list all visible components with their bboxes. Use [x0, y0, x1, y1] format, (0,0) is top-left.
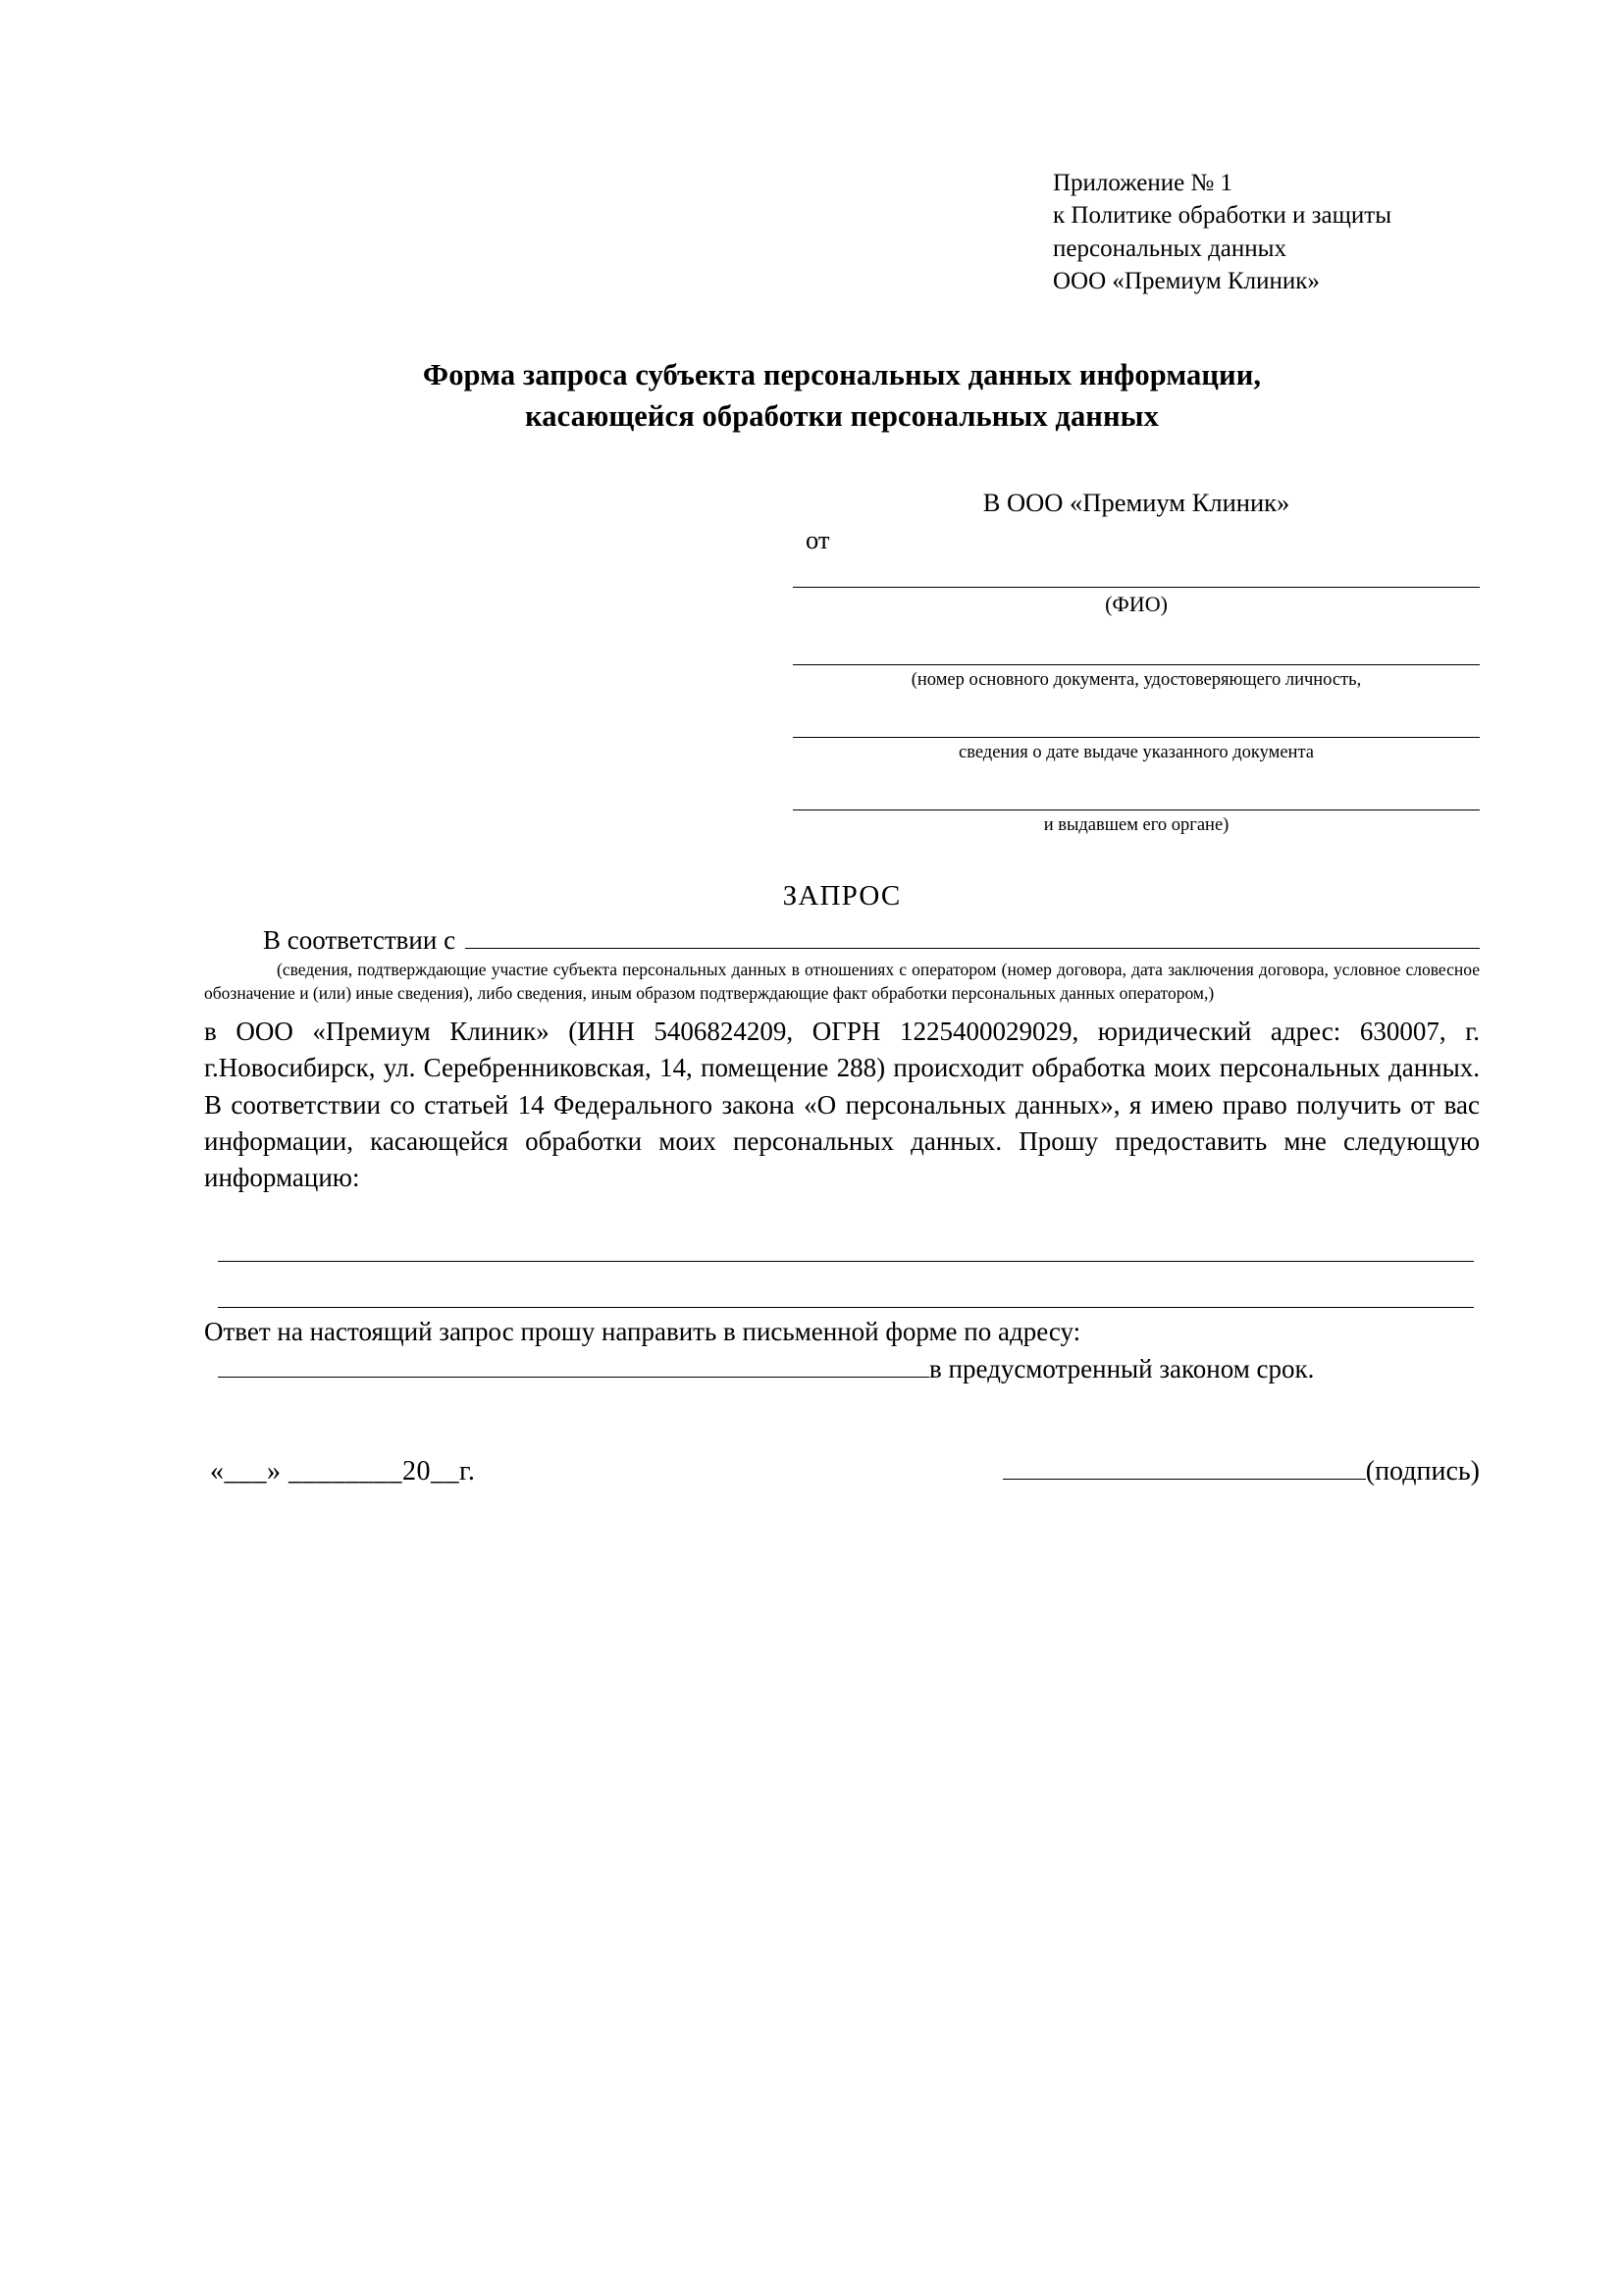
page-title-line-1: Форма запроса субъекта персональных данных информации, [422, 358, 1262, 391]
accordance-input-line[interactable] [465, 924, 1480, 949]
signature-row [204, 1455, 1480, 1487]
page-title [204, 354, 1480, 437]
appendix-reference-block [1053, 167, 1480, 297]
signature-label: (подпись) [1365, 1455, 1480, 1487]
appendix-line-3: персональных данных [1053, 235, 1286, 262]
page-title-line-2: касающейся обработки персональных данных [525, 399, 1159, 434]
answer-address-line [204, 1353, 1480, 1384]
document-date-field-group [793, 711, 1480, 764]
document-date-input-line[interactable] [793, 711, 1480, 738]
fio-caption: (ФИО) [1105, 592, 1168, 617]
answer-tail-text: в предусмотренный законом срок. [929, 1353, 1315, 1383]
date-placeholder[interactable]: «___» ________20__г. [210, 1455, 476, 1487]
fio-field-group [793, 561, 1480, 619]
spacer-3 [793, 764, 1480, 778]
document-number-field-group [793, 639, 1480, 692]
document-issuer-input-line[interactable] [793, 784, 1480, 810]
appendix-line-2: к Политике обработки и защиты [1053, 202, 1392, 230]
signature-input-line[interactable] [1003, 1455, 1366, 1480]
document-issuer-caption: и выдавшем его органе) [1043, 814, 1230, 835]
addressee-organization: В ООО «Премиум Клиник» [982, 488, 1290, 518]
spacer-2 [793, 692, 1480, 705]
accordance-note [204, 959, 1480, 1005]
request-heading: ЗАПРОС [782, 879, 902, 912]
body-paragraph: в ООО «Премиум Клиник» (ИНН 5406824209, ОГРН 1225400029029, юридический адрес: 630007, г. г.Новосибирск, ул. Серебренниковская, 14, помещение 288) происходит обработка моих персональных данных. В соответствии со статьей 14 Федерального закона «О персональных данных», я имею право получить от вас информации, касающейся обработки моих персональных данных. Прошу предоставить мне следующую информацию: [204, 1017, 1480, 1193]
appendix-line-1: Приложение № 1 [1053, 170, 1233, 196]
accordance-note-text: (сведения, подтверждающие участие субъекта персональных данных в отношениях с оператором (номер договора, дата заключения договора, условное словесное обозначение и (или) иные сведения), либо сведения, иным образом подтверждающие факт обработки персональных данных оператором,) [204, 959, 1480, 1003]
requested-info-line-1[interactable] [218, 1216, 1474, 1262]
appendix-line-4: ООО «Премиум Клиник» [1053, 267, 1320, 294]
requested-info-line-2[interactable] [218, 1262, 1474, 1308]
fio-input-line[interactable] [793, 561, 1480, 588]
document-number-input-line[interactable] [793, 639, 1480, 665]
spacer-1 [793, 619, 1480, 633]
accordance-line [204, 924, 1480, 956]
addressee-from-label: от [806, 525, 830, 555]
answer-address-input-line[interactable] [218, 1353, 929, 1378]
document-content [204, 167, 1480, 1487]
document-number-caption: (номер основного документа, удостоверяющего личность, [911, 669, 1362, 690]
addressee-block [793, 488, 1480, 837]
document-date-caption: сведения о дате выдаче указанного документа [959, 742, 1314, 762]
accordance-label: В соответствии с [263, 924, 456, 955]
answer-paragraph: Ответ на настоящий запрос прошу направить в письменной форме по адресу: [204, 1317, 1081, 1347]
document-issuer-field-group [793, 784, 1480, 837]
